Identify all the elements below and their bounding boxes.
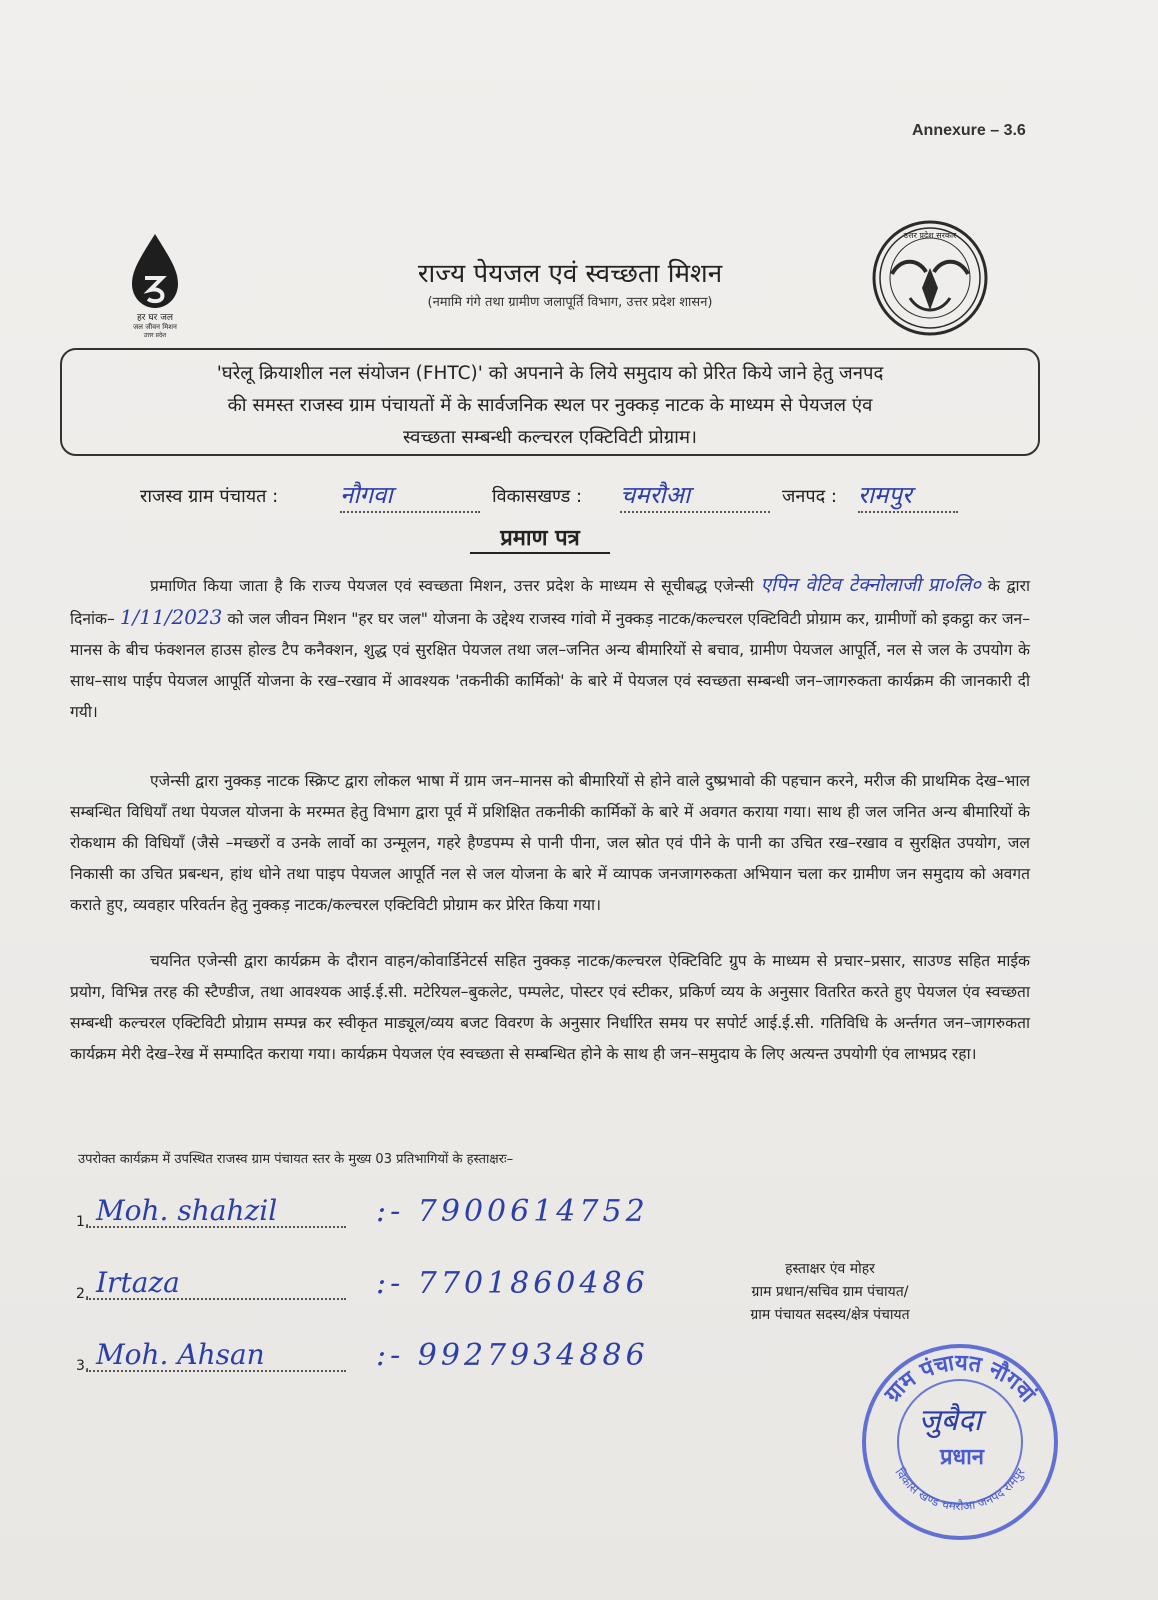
signature-line-2: ग्राम प्रधान/सचिव ग्राम पंचायत/: [751, 1284, 909, 1300]
location-fields: [140, 478, 1020, 512]
participant-number: 1.: [76, 1214, 90, 1230]
agency-name: एपिन वेटिव टेक्नोलाजी: [760, 574, 921, 596]
banner-line-2: की समस्त राजस्व ग्राम पंचायतों में के सार्वजनिक स्थल पर नुक्कड़ नाटक के माध्यम से पेयजल एंव: [227, 395, 873, 416]
signature-block: [700, 1258, 960, 1327]
participant-row: [76, 1192, 676, 1236]
participant-phone: :- 9927934886: [376, 1338, 649, 1373]
stamp-center-text: प्रधान: [940, 1445, 984, 1470]
agency-suffix: प्रा०लि०: [927, 574, 982, 596]
program-date: 1/11/2023: [119, 605, 223, 629]
stamp-bottom-text: विकास खण्ड चमरौआ जनपद रामपुर: [892, 1465, 1028, 1514]
vikaskhand-value: चमरौआ: [620, 478, 770, 513]
participants-heading: उपरोक्त कार्यक्रम में उपस्थित राजस्व ग्राम पंचायत स्तर के मुख्य 03 प्रतिभागियों के हस्ताक्षरः–: [78, 1152, 514, 1167]
paragraph-3: चयनित एजेन्सी द्वारा कार्यक्रम के दौरान वाहन/कोवार्डिनेटर्स सहित नुक्कड़ नाटक/कल्चरल ऐक्टिविटि ग्रुप के माध्यम से प्रचार–प्रसार, साउण्ड सहित माईक प्रयोग, विभिन्न तरह की स्टैण्डीज, तथा आवश्यक आई.ई.सी. मटेरियल–बुकलेट, पम्पलेट, पोस्टर एवं स्टीकर, प्रकिर्ण व्यय के अनुसार वितरित करते हुए पेयजल एंव स्वच्छता सम्बन्धी कल्चरल एक्टिविटी प्रोग्राम सम्पन्न कर स्वीकृत माड्यूल/व्यय बजट विवरण के अनुसार निर्धारित समय पर सपोर्ट आई.ई.सी. गतिविधि के अर्न्तगत जन–जागरुकता कार्यक्रम मेरी देख–रेख में सम्पादित कराया गया। कार्यक्रम पेयजल एंव स्वच्छता से सम्बन्धित होने के साथ ही जन–समुदाय के लिए अत्यन्त उपयोगी एंव लाभप्रद रहा।: [70, 952, 1030, 1063]
janpad-label: जनपद :: [782, 486, 837, 507]
participant-phone: :- 7900614752: [376, 1194, 649, 1229]
p1-text-b: के द्वारा दिनांक–: [70, 577, 1031, 628]
mission-subtitle: (नमामि गंगे तथा ग्रामीण जलापूर्ति विभाग, उत्तर प्रदेश शासन): [427, 295, 713, 310]
paragraph-2: एजेन्सी द्वारा नुक्कड़ नाटक स्क्रिप्ट द्वारा लोकल भाषा में ग्राम जन–मानस को बीमारियों से होने वाले दुष्प्रभावो की पहचान करने, मरीज की प्राथमिक देख–भाल सम्बन्धित विधियाँ तथा पेयजल योजना के मरम्मत हेतु विभाग द्वारा पूर्व में प्रशिक्षित तकनीकी कार्मिकों के बारे में अवगत कराया गया। साथ ही जल जनित अन्य बीमारियों के रोकथाम की विधियाँ (जैसे –मच्छरों व उनके लार्वो का उन्मूलन, गहरे हैण्डपम्प से पानी पीना, जल स्रोत एवं पीने के पानी का उचित रख–रखाव व सुरक्षित उपयोग, जल निकासी का उचित प्रबन्धन, हांथ धोने तथा पाइप पेयजल आपूर्ति नल से जल योजना के बारे में व्यापक जनजागरुकता अभियान चला कर ग्रामीण जन समुदाय को अवगत कराते हुए, व्यवहार परिवर्तन हेतु नुक्कड़ नाटक/कल्चरल एक्टिविटी प्रोग्राम कर प्रेरित किया गया।: [70, 772, 1030, 914]
vikaskhand-label: विकासखण्ड :: [492, 486, 583, 507]
gram-panchayat-value: नौगवा: [340, 478, 480, 513]
emblem-text: उत्तर प्रदेश सरकार: [903, 231, 957, 240]
banner-line-1: 'घरेलू क्रियाशील नल संयोजन (FHTC)' को अपनाने के लिये समुदाय को प्रेरित किये जाने हेतु जनपद: [216, 363, 884, 384]
janpad-value: रामपुर: [858, 478, 958, 513]
panchayat-stamp: [850, 1330, 1070, 1550]
gram-panchayat-label: राजस्व ग्राम पंचायत :: [140, 486, 279, 507]
p1-text-a: प्रमाणित किया जाता है कि राज्य पेयजल एवं स्वच्छता मिशन, उत्तर प्रदेश के माध्यम से सूचीबद्ध एजेन्सी: [150, 577, 754, 595]
annexure-label: Annexure – 3.6: [912, 122, 1026, 139]
participant-name: Moh. Ahsan: [96, 1338, 265, 1371]
program-banner-text: [90, 358, 1010, 454]
participant-name: Moh. shahzil: [96, 1194, 278, 1227]
p1-text-c: को जल जीवन मिशन "हर घर जल" योजना के उद्देश्य राजस्व गांवो में नुक्कड़ नाटक/कल्चरल एक्टिविटी प्रोग्राम कर, ग्रामीणों को इकट्ठा कर जन–मानस के बीच फंक्शनल हाउस होल्ड टैप कनैक्शन, शुद्ध एवं सुरक्षित पेयजल तथा जल–जनित अन्य बीमारियों से बचाव, ग्रामीण पेयजल आपूर्ति, नल से जल के उपयोग के साथ–साथ पाईप पेयजल आपूर्ति योजना के रख–रखाव में आवश्यक 'तकनीकी कार्मिको' के बारे में पेयजल एवं स्वच्छता सम्बन्धी जन–जागरुकता कार्यक्रम की जानकारी दी गयी।: [70, 610, 1030, 721]
banner-line-3: स्वच्छता सम्बन्धी कल्चरल एक्टिविटी प्रोग्राम।: [402, 427, 698, 448]
participant-row: [76, 1336, 676, 1380]
signature-line-3: ग्राम पंचायत सदस्य/क्षेत्र पंचायत: [750, 1307, 910, 1323]
paragraph-1: [70, 570, 1030, 728]
participant-number: 3.: [76, 1358, 90, 1374]
participant-name: Irtaza: [96, 1266, 180, 1299]
signature-line-1: हस्ताक्षर एंव मोहर: [785, 1261, 875, 1277]
participant-phone: :- 7701860486: [376, 1266, 649, 1301]
participant-number: 2.: [76, 1286, 90, 1302]
participant-row: [76, 1264, 676, 1308]
logo-left-line1: हर घर जल: [137, 313, 173, 323]
stamp-signature: जुबैदा: [918, 1403, 982, 1438]
stamp-top-text: ग्राम पंचायत नौगवां: [880, 1350, 1040, 1408]
logo-left-line2: जल जीवन मिशन: [133, 323, 177, 331]
logo-left-line3: उत्तर प्रदेश: [143, 332, 167, 338]
certificate-title: प्रमाण पत्र: [470, 522, 610, 554]
up-government-emblem: [870, 218, 990, 338]
svg-text:विकास खण्ड चमरौआ जनपद रामपुर: [892, 1465, 1028, 1513]
mission-title: राज्य पेयजल एवं स्वच्छता मिशन: [417, 259, 723, 289]
har-ghar-jal-logo: [100, 228, 210, 338]
